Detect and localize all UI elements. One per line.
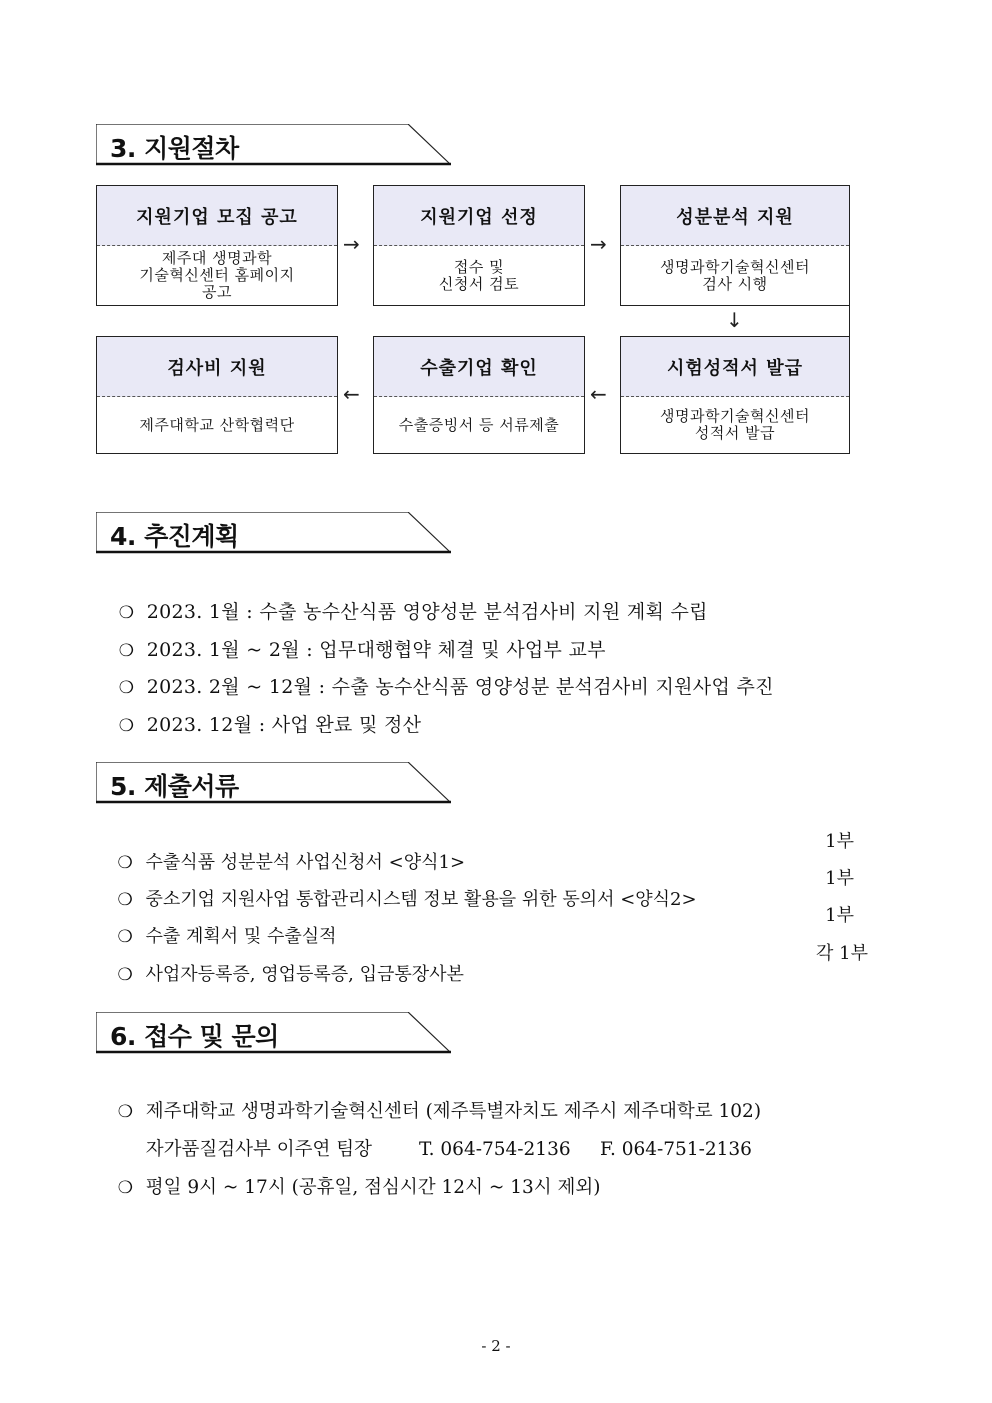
section-5-title: 5. 제출서류 [110,772,239,801]
step-title: 시험성적서 발급 [621,337,849,397]
plan-item-text: 2023. 2월 ~ 12월 : 수출 농수산식품 영양성분 분석검사비 지원사업 추진 [146,676,774,698]
section-4-title: 4. 추진계획 [110,522,239,551]
plan-item-text: 2023. 12월 : 사업 완료 및 정산 [146,714,422,736]
circle-bullet-icon: ❍ [118,603,135,623]
document-name: 사업자등록증, 영업등록증, 입금통장사본 [145,964,464,985]
document-quantity: 1부 [825,905,854,926]
document-quantity: 1부 [825,868,854,889]
plan-item-text: 2023. 1월 ~ 2월 : 업무대행협약 체결 및 사업부 교부 [146,639,606,661]
document-quantity: 1부 [825,831,854,852]
circle-bullet-icon: ❍ [117,853,133,873]
contact-person-text: 자가품질검사부 이주연 팀장 T. 064-754-2136 F. 064-751-2136 [145,1139,752,1160]
arrow-right-icon: → [343,232,360,256]
step-export-verification [373,336,585,454]
page-number: - 2 - [481,1337,511,1355]
arrow-right-icon: → [590,232,607,256]
step-title: 검사비 지원 [97,337,337,397]
step-recruit-announcement [96,185,338,306]
step-title: 지원기업 모집 공고 [97,186,337,246]
section-3-title: 3. 지원절차 [110,134,239,163]
step-inspection-fee-support [96,336,338,454]
step-title: 지원기업 선정 [374,186,584,246]
step-desc: 수출증빙서 등 서류제출 [398,415,560,434]
circle-bullet-icon: ❍ [117,965,133,985]
section-3-header [96,124,451,166]
contact-hours-text: 평일 9시 ~ 17시 (공휴일, 점심시간 12시 ~ 13시 제외) [145,1177,601,1198]
step-company-selection [373,185,585,306]
circle-bullet-icon: ❍ [118,641,135,661]
step-desc: 생명과학기술혁신센터 성적서 발급 [660,407,810,442]
step-desc: 접수 및 신청서 검토 [438,257,520,293]
contact-hours [106,1152,600,1199]
document-name: 중소기업 지원사업 통합관리시스템 정보 활용을 위한 동의서 <양식2> [145,889,697,910]
contact-address-text: 제주대학교 생명과학기술혁신센터 (제주특별자치도 제주시 제주대학로 102) [145,1101,762,1122]
flow-connector-line [849,305,850,337]
document-name: 수출식품 성분분석 사업신청서 <양식1> [145,852,466,873]
step-test-report-issue [620,336,850,454]
circle-bullet-icon: ❍ [117,890,133,910]
step-desc: 제주대학교 산학협력단 [139,415,295,434]
plan-item [106,688,421,737]
arrow-left-icon: ← [343,382,360,406]
step-title: 성분분석 지원 [621,186,849,246]
circle-bullet-icon: ❍ [117,1178,134,1198]
section-4-header [96,512,451,554]
document-quantity: 각 1부 [816,943,868,964]
arrow-left-icon: ← [590,382,607,406]
plan-item-text: 2023. 1월 : 수출 농수산식품 영양성분 분석검사비 지원 계획 수립 [146,601,708,623]
arrow-down-icon: ↓ [726,308,743,332]
step-title: 수출기업 확인 [374,337,584,397]
circle-bullet-icon: ❍ [118,678,135,698]
document-item [106,939,876,1007]
step-desc: 제주대 생명과학 기술혁신센터 홈페이지 공고 [139,249,295,301]
section-5-header [96,762,451,804]
document-name: 수출 계획서 및 수출실적 [145,926,337,947]
circle-bullet-icon: ❍ [117,1102,134,1122]
section-6-header [96,1012,451,1054]
section-6-title: 6. 접수 및 문의 [110,1022,279,1051]
step-analysis-support [620,185,850,306]
circle-bullet-icon: ❍ [117,927,133,947]
step-desc: 생명과학기술혁신센터 검사 시행 [660,257,810,293]
circle-bullet-icon: ❍ [118,716,135,736]
